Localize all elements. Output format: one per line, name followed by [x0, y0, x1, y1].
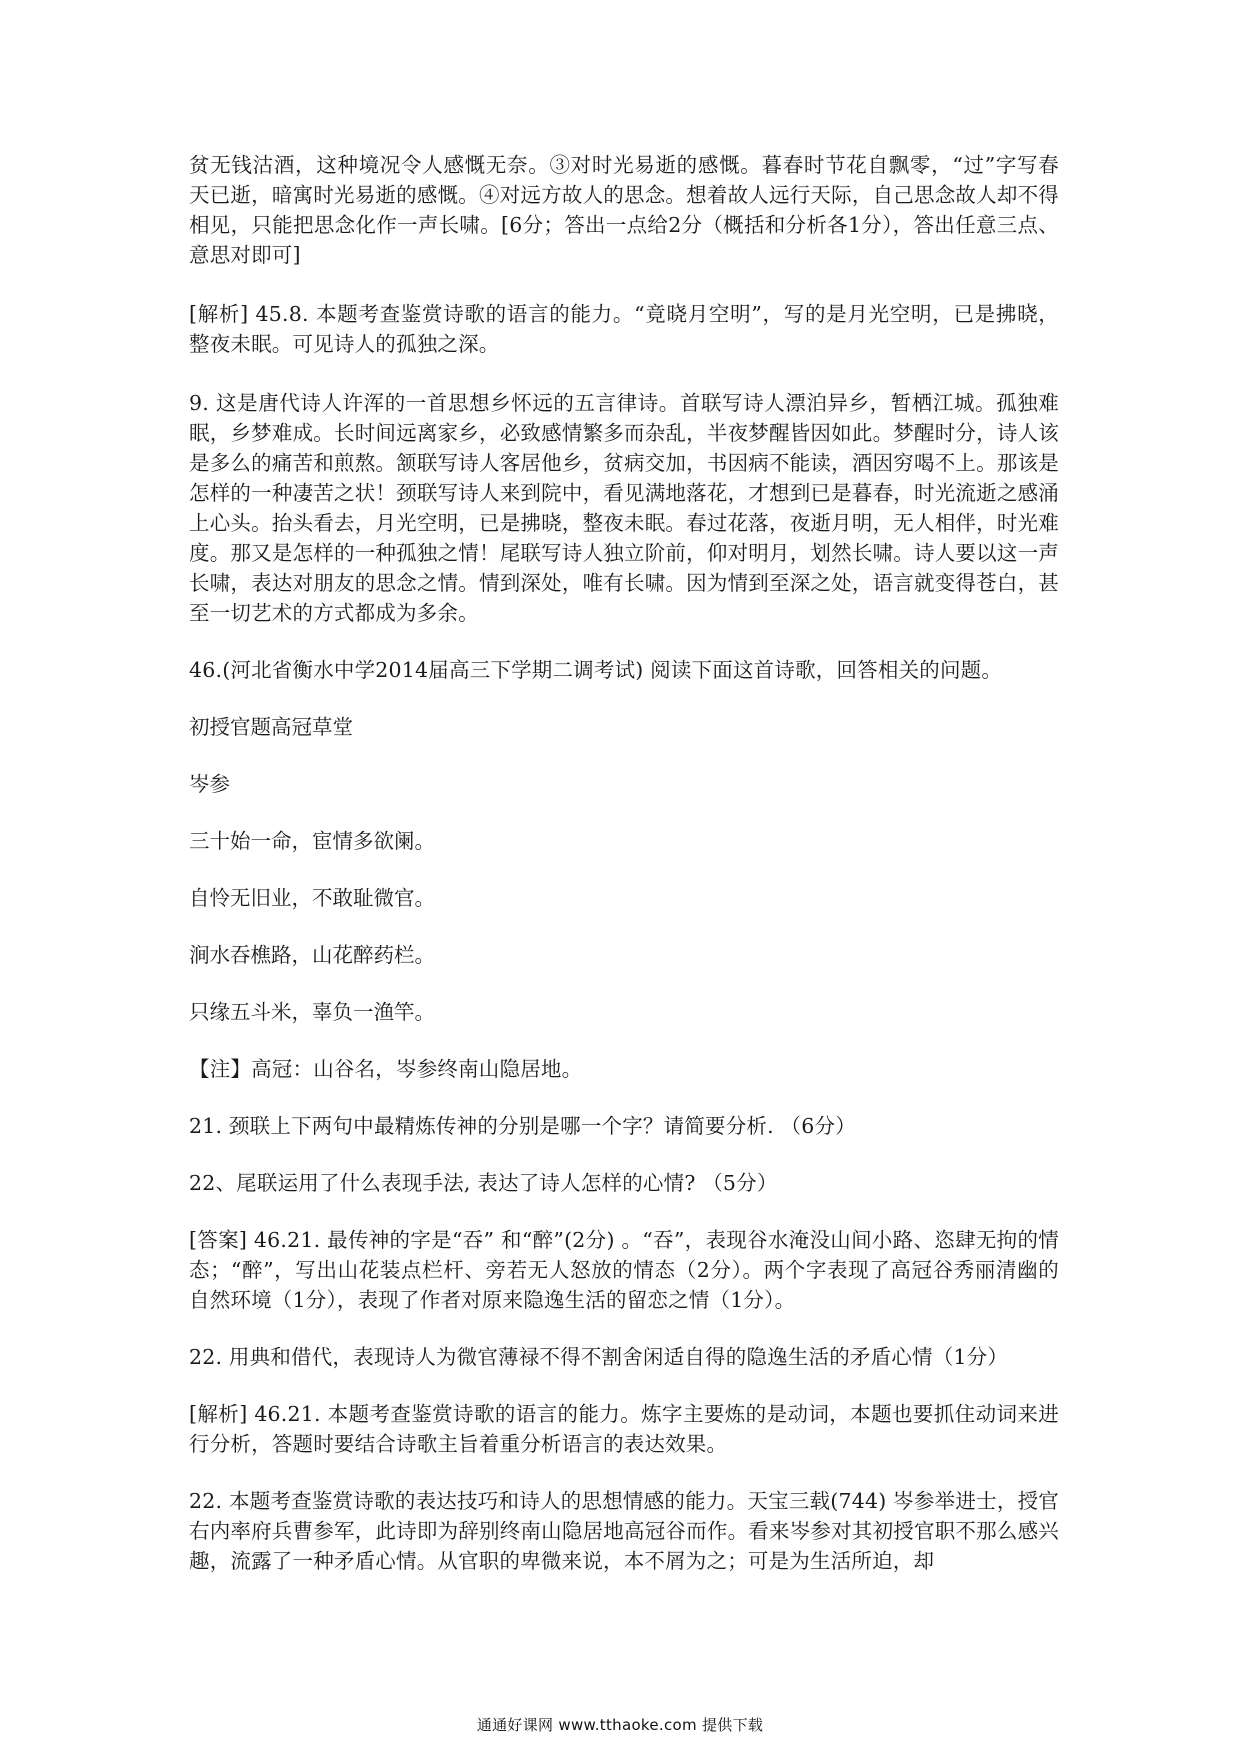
analysis-9-paragraph: 9. 这是唐代诗人许浑的一首思想乡怀远的五言律诗。首联写诗人漂泊异乡，暂栖江城。孤独难眠，乡梦难成。长时间远离家乡，必致感情繁多而杂乱，半夜梦醒皆因如此。梦醒时分，诗人该是多么的痛苦和煎熬。颔联写诗人客居他乡，贫病交加，书因病不能读，酒因穷喝不上。那该是怎样的一种凄苦之状！颈联写诗人来到院中，看见满地落花，才想到已是暮春，时光流逝之感涌上心头。抬头看去，月光空明，已是拂晓，整夜未眠。春过花落，夜逝月明，无人相伴，时光难度。那又是怎样的一种孤独之情！尾联写诗人独立阶前，仰对明月，划然长啸。诗人要以这一声长啸，表达对朋友的思念之情。情到深处，唯有长啸。因为情到至深之处，语言就变得苍白，甚至一切艺术的方式都成为多余。 — [189, 391, 1059, 625]
poem-author: 岑参 — [189, 772, 230, 796]
answer-22-paragraph: 22. 用典和借代，表现诗人为微官薄禄不得不割舍闲适自得的隐逸生活的矛盾心情（1分） — [189, 1345, 1009, 1369]
answer-continuation-paragraph: 贫无钱沽酒，这种境况令人感慨无奈。③对时光易逝的感慨。暮春时节花自飘零，“过”字写春天已逝，暗寓时光易逝的感慨。④对远方故人的思念。想着故人远行天际，自己思念故人却不得相见，只能把思念化作一声长啸。[6分；答出一点给2分（概括和分析各1分），答出任意三点、意思对即可] — [189, 153, 1059, 267]
question-22: 22、尾联运用了什么表现手法, 表达了诗人怎样的心情? （5分） — [189, 1171, 778, 1195]
analysis-22-paragraph: 22. 本题考查鉴赏诗歌的表达技巧和诗人的思想情感的能力。天宝三载(744) 岑参举进士，授官右内率府兵曹参军，此诗即为辞别终南山隐居地高冠谷而作。看来岑参对其初授官职不那么感兴趣，流露了一种矛盾心情。从官职的卑微来说，本不屑为之；可是为生活所迫，却 — [189, 1489, 1059, 1573]
poem-line: 三十始一命，宦情多欲阑。 — [189, 829, 435, 853]
page-footer: 通通好课网 www.tthaoke.com 提供下载 — [476, 1716, 764, 1734]
question-21: 21. 颈联上下两句中最精炼传神的分别是哪一个字？请简要分析. （6分） — [189, 1114, 856, 1138]
poem-line: 涧水吞樵路，山花醉药栏。 — [189, 943, 435, 967]
poem-title: 初授官题高冠草堂 — [189, 715, 353, 739]
question-46-heading: 46.(河北省衡水中学2014届高三下学期二调考试) 阅读下面这首诗歌，回答相关的问题。 — [189, 658, 1003, 682]
answer-21-paragraph: [答案] 46.21. 最传神的字是“吞” 和“醉”(2分) 。“吞”，表现谷水淹没山间小路、恣肆无拘的情态；“醉”，写出山花装点栏杆、旁若无人怒放的情态（2分）。两个字表现了高冠谷秀丽清幽的自然环境（1分），表现了作者对原来隐逸生活的留恋之情（1分）。 — [189, 1228, 1059, 1312]
document-body — [189, 150, 1059, 1576]
poem-note: 【注】高冠：山谷名，岑参终南山隐居地。 — [189, 1057, 583, 1081]
poem-line: 只缘五斗米，辜负一渔竿。 — [189, 1000, 435, 1024]
poem-line: 自怜无旧业，不敢耻微官。 — [189, 886, 435, 910]
analysis-21-paragraph: [解析] 46.21. 本题考查鉴赏诗歌的语言的能力。炼字主要炼的是动词，本题也要抓住动词来进行分析，答题时要结合诗歌主旨着重分析语言的表达效果。 — [189, 1402, 1059, 1456]
analysis-45-8-paragraph: [解析] 45.8. 本题考查鉴赏诗歌的语言的能力。“竟晓月空明”，写的是月光空明，已是拂晓，整夜未眠。可见诗人的孤独之深。 — [189, 302, 1059, 356]
